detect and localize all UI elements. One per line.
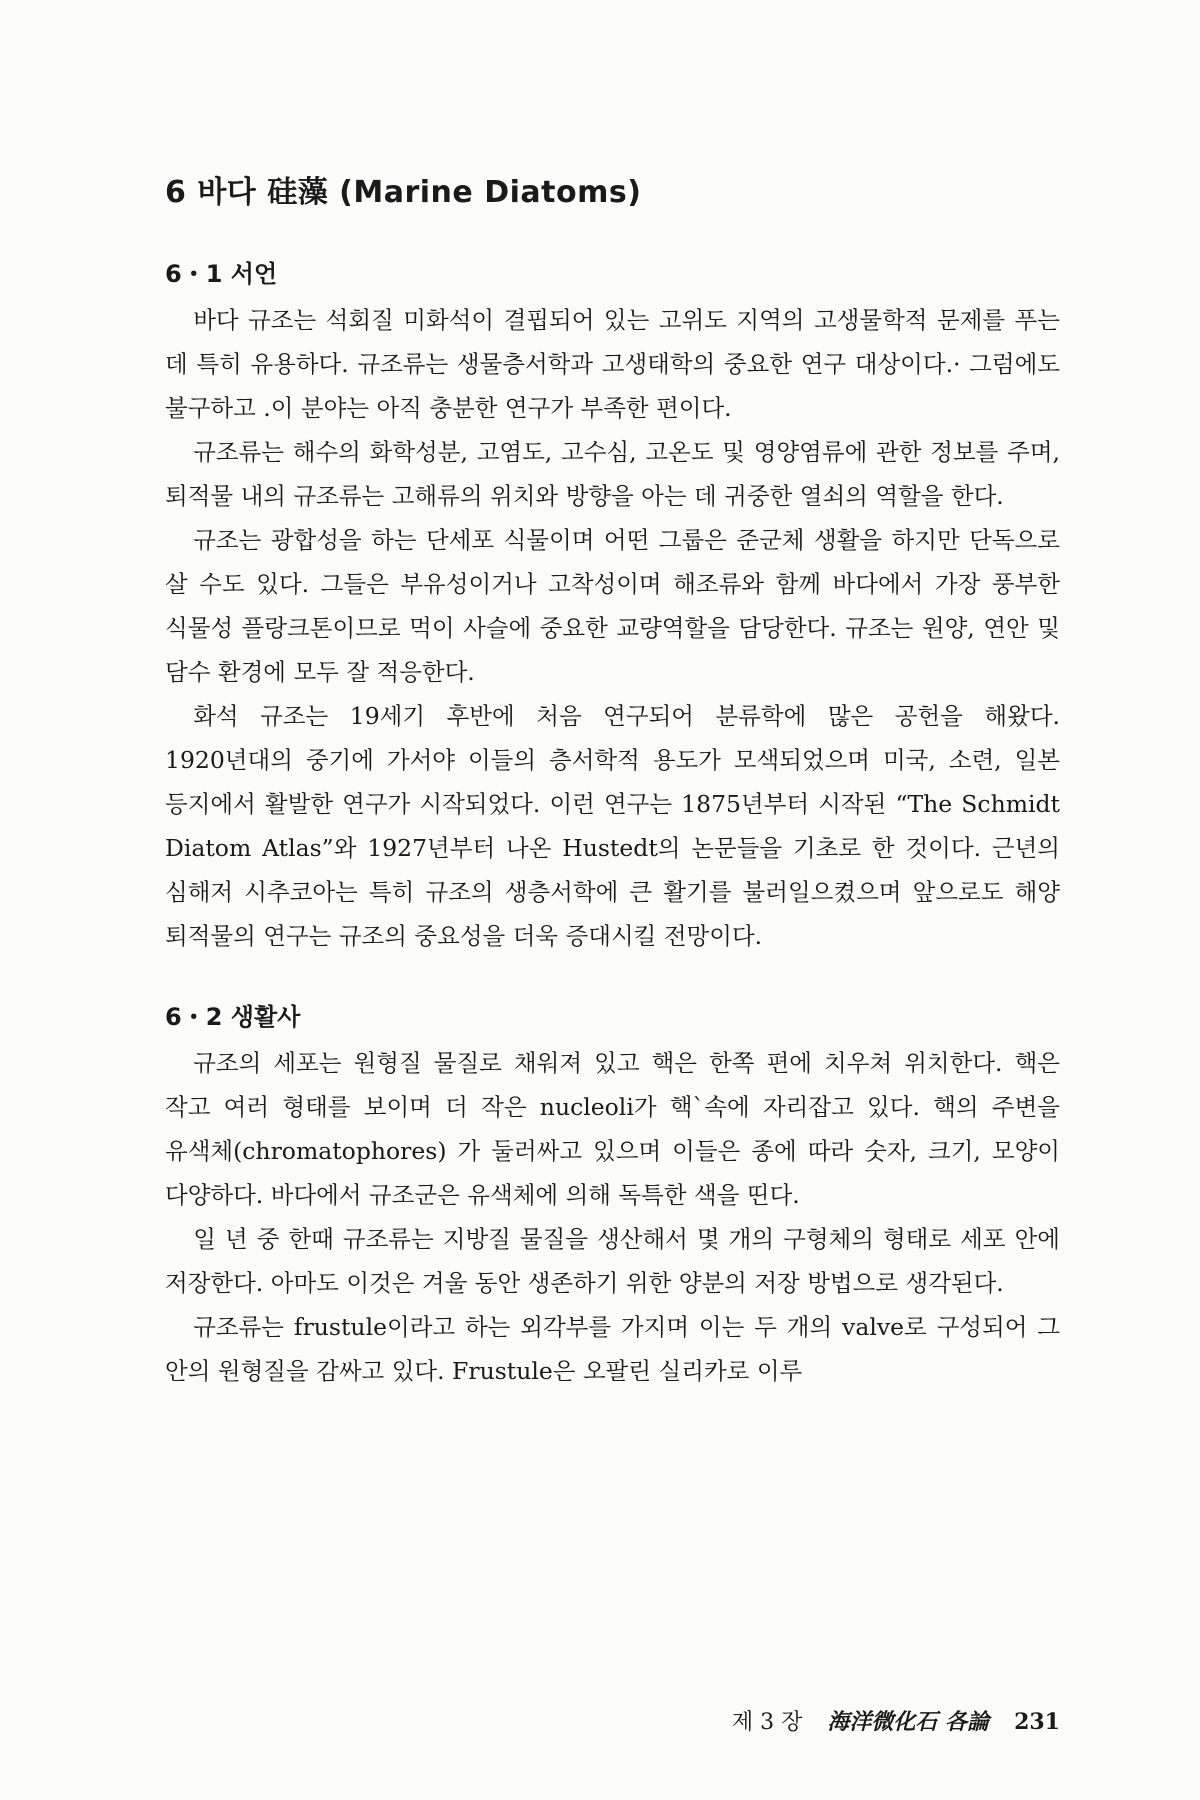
paragraph: 규조의 세포는 원형질 물질로 채워져 있고 핵은 한쪽 편에 치우쳐 위치한다. 핵은 작고 여러 형태를 보이며 더 작은 nucleoli가 핵`속에 자리잡고 있다. 핵의 주변을 유색체(chromatophores) 가 둘러싸고 있으며 이들은 종에 따라 숫자, 크기, 모양이 다양하다. 바다에서 규조군은 유색체에 의해 독특한 색을 띤다.	[165, 1049, 1060, 1210]
page-number: 231	[1014, 1709, 1060, 1735]
chapter-title: 6 바다 硅藻 (Marine Diatoms)	[165, 175, 642, 210]
paragraph: 규조류는 해수의 화학성분, 고염도, 고수심, 고온도 및 영양염류에 관한 정보를 주며, 퇴적물 내의 규조류는 고해류의 위치와 방향을 아는 데 귀중한 열쇠의 역할을 한다.	[165, 438, 1060, 511]
page-footer	[732, 1705, 1060, 1736]
paragraph: 바다 규조는 석회질 미화석이 결핍되어 있는 고위도 지역의 고생물학적 문제를 푸는 데 특히 유용하다. 규조류는 생물층서학과 고생태학의 중요한 연구 대상이다.· 그럼에도 불구하고 .이 분야는 아직 충분한 연구가 부족한 편이다.	[165, 306, 1060, 423]
paragraph: 규조는 광합성을 하는 단세포 식물이며 어떤 그룹은 준군체 생활을 하지만 단독으로 살 수도 있다. 그들은 부유성이거나 고착성이며 해조류와 함께 바다에서 가장 풍부한 식물성 플랑크톤이므로 먹이 사슬에 중요한 교량역할을 담당한다. 규조는 원양, 연안 및 담수 환경에 모두 잘 적응한다.	[165, 526, 1060, 687]
footer-book-title: 海洋微化石 各論	[827, 1709, 990, 1735]
section-heading-introduction: 6・1 서언	[165, 260, 278, 288]
footer-chapter: 제 3 장	[731, 1710, 803, 1735]
paragraph: 화석 규조는 19세기 후반에 처음 연구되어 분류학에 많은 공헌을 해왔다. 1920년대의 중기에 가서야 이들의 층서학적 용도가 모색되었으며 미국, 소련, 일본 등지에서 활발한 연구가 시작되었다. 이런 연구는 1875년부터 시작된 “The Schmidt Diatom Atlas”와 1927년부터 나온 Hustedt의 논문들을 기초로 한 것이다. 근년의 심해저 시추코아는 특히 규조의 생층서학에 큰 활기를 불러일으켰으며 앞으로도 해양 퇴적물의 연구는 규조의 중요성을 더욱 증대시킬 전망이다.	[165, 702, 1060, 951]
paragraph: 일 년 중 한때 규조류는 지방질 물질을 생산해서 몇 개의 구형체의 형태로 세포 안에 저장한다. 아마도 이것은 겨울 동안 생존하기 위한 양분의 저장 방법으로 생각된다.	[165, 1225, 1060, 1298]
page-content	[165, 175, 1060, 1393]
section-heading-life-history: 6・2 생활사	[165, 1003, 301, 1032]
paragraph: 규조류는 frustule이라고 하는 외각부를 가지며 이는 두 개의 valve로 구성되어 그 안의 원형질을 감싸고 있다. Frustule은 오팔린 실리카로 이루	[165, 1313, 1060, 1386]
